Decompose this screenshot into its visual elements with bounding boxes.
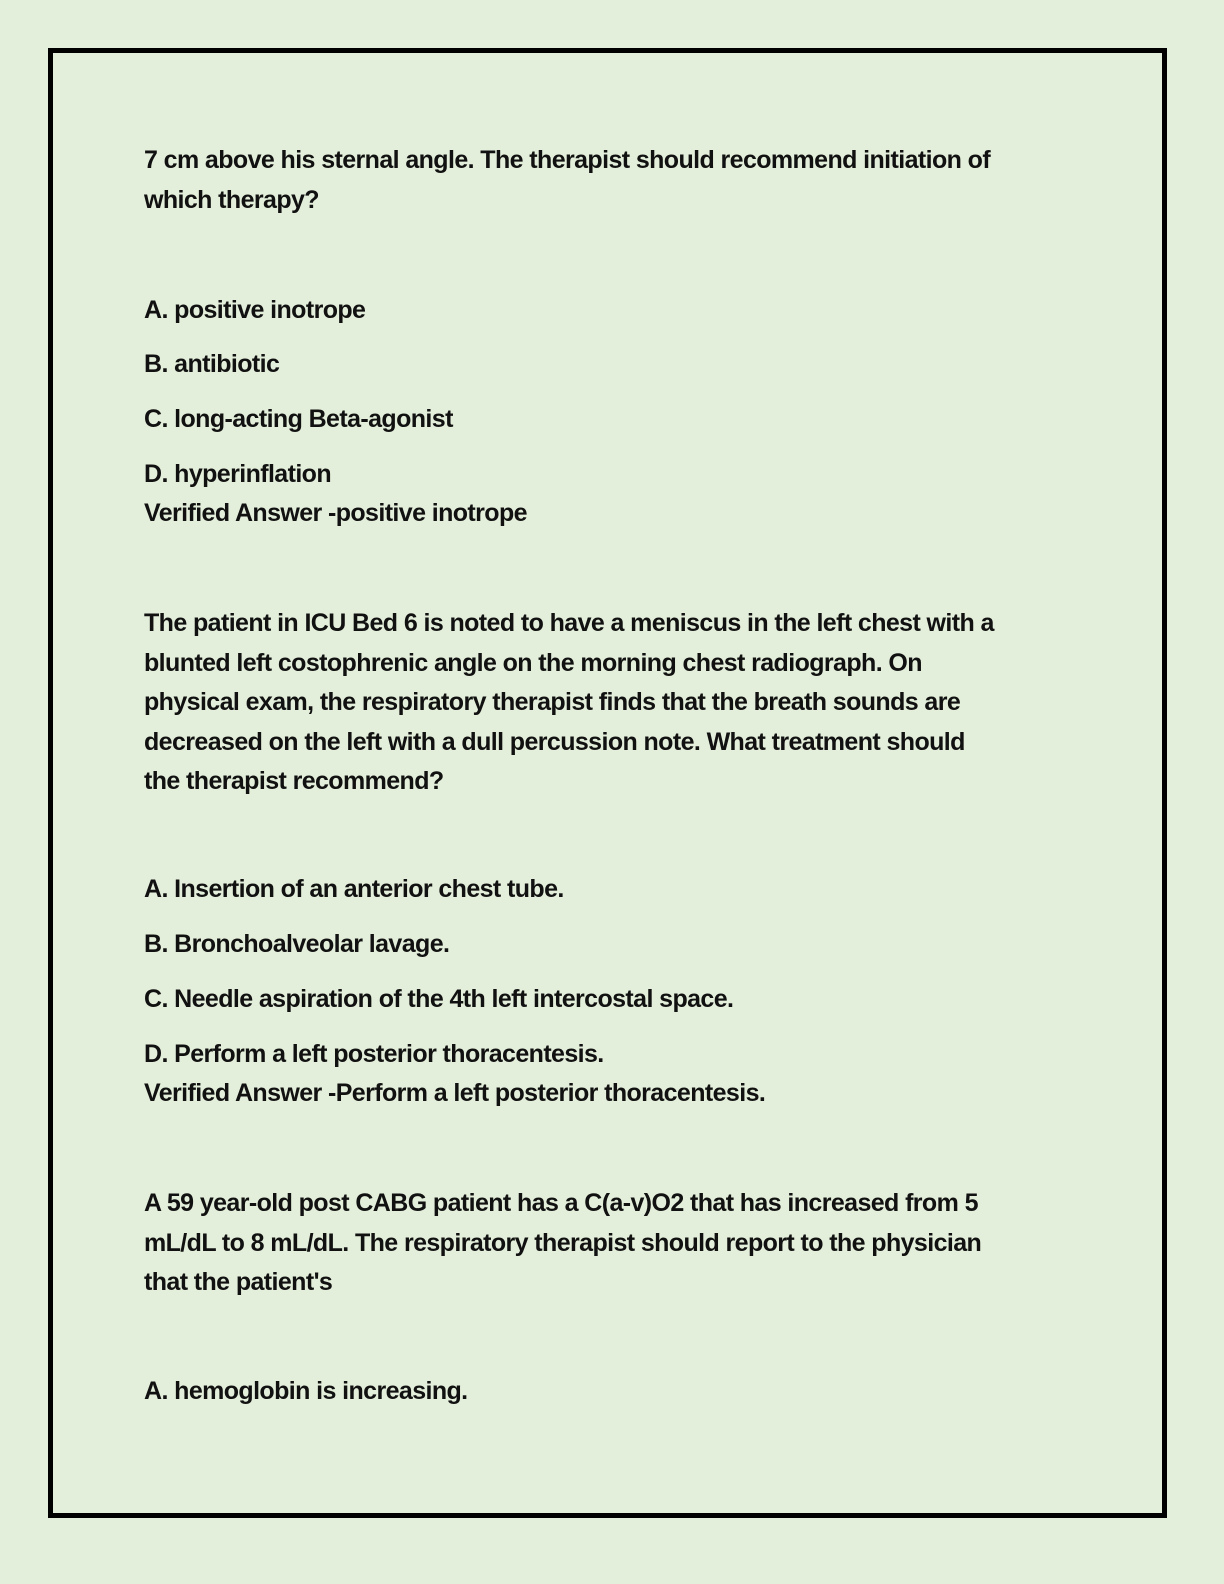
question-2-option-c: C. Needle aspiration of the 4th left intercostal space. bbox=[144, 985, 734, 1013]
question-1-stem-line: which therapy? bbox=[144, 185, 319, 214]
question-3-stem bbox=[144, 1184, 981, 1303]
question-3-option-a: A. hemoglobin is increasing. bbox=[144, 1377, 468, 1405]
question-2-option-a: A. Insertion of an anterior chest tube. bbox=[144, 875, 564, 903]
question-1-stem-line: 7 cm above his sternal angle. The therapist should recommend initiation of bbox=[144, 146, 991, 174]
question-1-verified-answer: Verified Answer -positive inotrope bbox=[144, 499, 527, 527]
question-2-verified-answer: Verified Answer -Perform a left posterior thoracentesis. bbox=[144, 1079, 766, 1107]
question-2-option-b: B. Bronchoalveolar lavage. bbox=[144, 930, 450, 958]
question-1-option-b: B. antibiotic bbox=[144, 350, 280, 378]
question-2-stem-line: The patient in ICU Bed 6 is noted to have a meniscus in the left chest with a bbox=[144, 609, 994, 637]
question-2-option-d: D. Perform a left posterior thoracentesis. bbox=[144, 1040, 604, 1068]
question-1-option-a: A. positive inotrope bbox=[144, 296, 366, 324]
question-2-stem-line: the therapist recommend? bbox=[144, 767, 444, 795]
question-1-stem bbox=[144, 141, 990, 220]
question-3-stem-line: that the patient's bbox=[144, 1268, 333, 1296]
question-2-stem-line: physical exam, the respiratory therapist finds that the breath sounds are bbox=[144, 688, 961, 716]
question-2-stem-line: blunted left costophrenic angle on the morning chest radiograph. On bbox=[144, 648, 922, 677]
question-3-stem-line: mL/dL to 8 mL/dL. The respiratory therapist should report to the physician bbox=[144, 1228, 982, 1257]
question-1-option-d: D. hyperinflation bbox=[144, 460, 332, 488]
question-2-stem-line: decreased on the left with a dull percussion note. What treatment should bbox=[144, 727, 965, 756]
question-3-stem-line: A 59 year-old post CABG patient has a C(a-v)O2 that has increased from 5 bbox=[144, 1189, 978, 1217]
question-1-option-c: C. long-acting Beta-agonist bbox=[144, 405, 453, 433]
question-2-stem bbox=[144, 604, 994, 802]
